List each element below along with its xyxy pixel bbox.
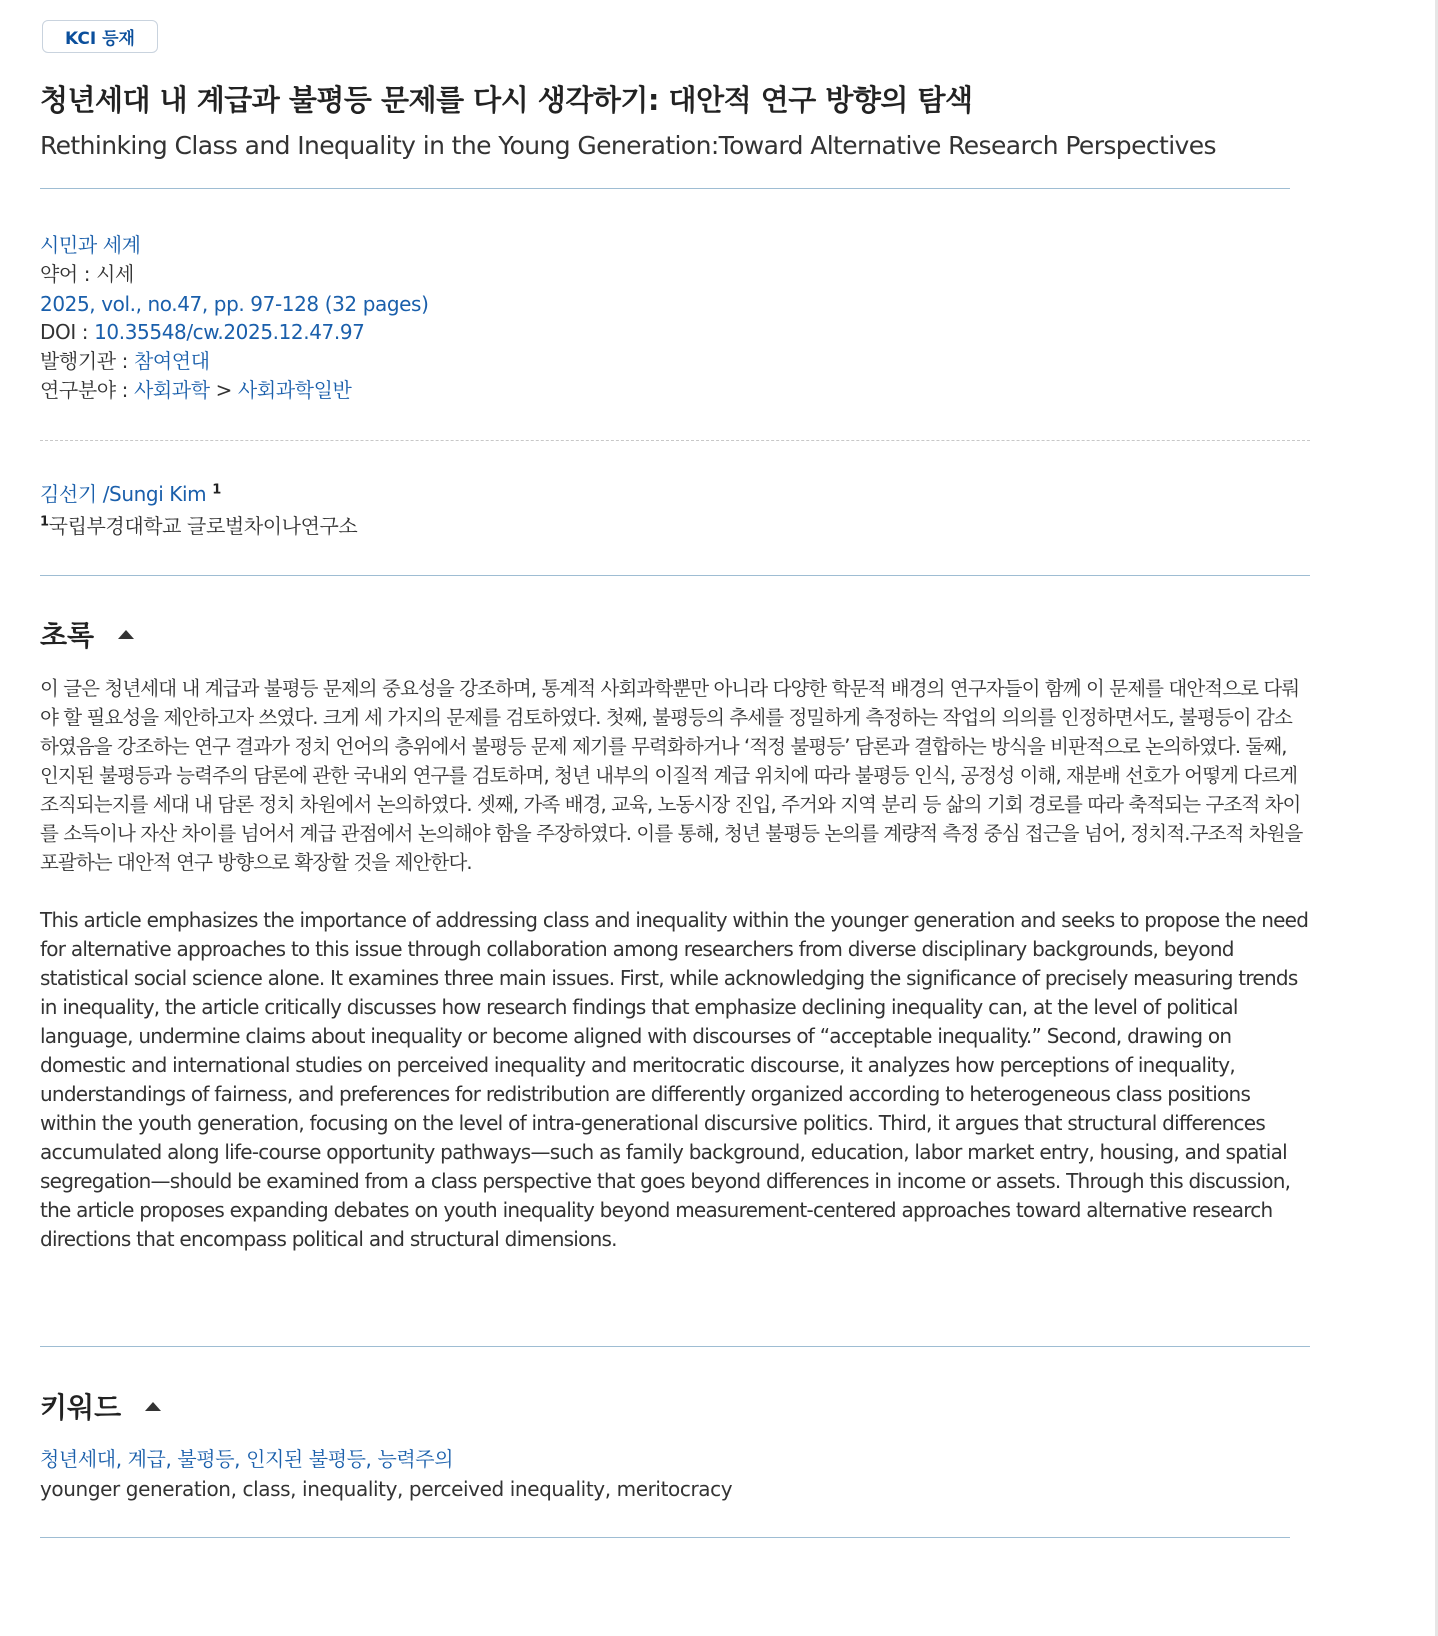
publisher-row — [40, 346, 210, 376]
dashed-divider — [40, 440, 1310, 441]
collapse-caret-icon[interactable] — [145, 1402, 161, 1411]
collapse-caret-icon[interactable] — [118, 630, 134, 639]
field-sub-link[interactable]: 사회과학일반 — [237, 378, 352, 402]
abstract-en-line: This article emphasizes the importance of addressing class and inequality within the younger generation and seeks to propose the need — [40, 908, 1309, 932]
author-affiliation — [40, 511, 357, 541]
author-superscript: 1 — [212, 482, 221, 498]
abstract-ko-line: 인지된 불평등과 능력주의 담론에 관한 국내외 연구를 검토하며, 청년 내부의 이질적 계급 위치에 따라 불평등 인식, 공정성 이해, 재분배 선호가 어떻게 다르게 — [40, 764, 1298, 787]
divider — [40, 575, 1310, 576]
abstract-en-line: within the youth generation, focusing on the level of intra-generational discursive politics. Third, it argues that structural differences — [40, 1111, 1266, 1135]
keywords-section-header — [40, 1386, 161, 1426]
keywords-heading: 키워드 — [40, 1391, 122, 1424]
kci-badge: KCI 등재 — [42, 20, 158, 53]
abbrev-value: 시세 — [96, 262, 134, 286]
affiliation-text: 국립부경대학교 글로벌차이나연구소 — [48, 514, 358, 538]
abstract-section-header — [40, 614, 134, 654]
abbrev-label: 약어 : — [40, 262, 97, 286]
abstract-en-line: for alternative approaches to this issue through collaboration among researchers from diverse disciplinary backgrounds, beyond — [40, 937, 1234, 961]
abstract-ko-line: 포괄하는 대안적 연구 방향으로 확장할 것을 제안한다. — [40, 851, 472, 874]
keyword-link[interactable]: 능력주의 — [377, 1447, 454, 1471]
keyword-link[interactable]: 불평등 — [177, 1447, 235, 1471]
abstract-en-line: directions that encompass political and structural dimensions. — [40, 1227, 617, 1251]
keyword-link[interactable]: 청년세대 — [40, 1447, 116, 1471]
journal-name-link[interactable]: 시민과 세계 — [40, 233, 141, 257]
abstract-heading: 초록 — [40, 619, 95, 652]
keyword-separator: , — [165, 1447, 178, 1471]
field-separator: > — [209, 378, 238, 402]
keywords-english: younger generation, class, inequality, perceived inequality, meritocracy — [40, 1477, 733, 1501]
field-row — [40, 375, 351, 405]
doi-row — [40, 317, 364, 347]
abstract-en-line: the article proposes expanding debates on youth inequality beyond measurement-centered approaches toward alternative research — [40, 1198, 1273, 1222]
journal-abbrev — [40, 259, 134, 289]
doi-link[interactable]: 10.35548/cw.2025.12.47.97 — [94, 320, 365, 344]
keyword-separator: , — [365, 1447, 378, 1471]
abstract-ko-line: 야 할 필요성을 제안하고자 쓰였다. 크게 세 가지의 문제를 검토하였다. 첫째, 불평등의 추세를 정밀하게 측정하는 작업의 의의를 인정하면서도, 불평등이 감소 — [40, 706, 1292, 729]
abstract-en-line: segregation—should be examined from a class perspective that goes beyond differences in income or assets. Through this discussion, — [40, 1169, 1291, 1193]
abstract-en-line: understandings of fairness, and preferences for redistribution are differently organized according to heterogeneous class positions — [40, 1082, 1251, 1106]
affiliation-superscript: 1 — [40, 514, 49, 530]
divider — [40, 1537, 1290, 1538]
field-label: 연구분야 : — [40, 378, 134, 402]
keyword-link[interactable]: 계급 — [127, 1447, 166, 1471]
abstract-english — [40, 906, 1330, 1254]
abstract-en-line: statistical social science alone. It examines three main issues. First, while acknowledging the significance of precisely measuring trends — [40, 966, 1298, 990]
author-name-link[interactable]: 김선기 /Sungi Kim — [40, 482, 207, 506]
author-row — [40, 479, 221, 509]
abstract-ko-line: 조직되는지를 세대 내 담론 정치 차원에서 논의하였다. 셋째, 가족 배경, 교육, 노동시장 진입, 주거와 지역 분리 등 삶의 기회 경로를 따라 축적되는 구조적 차이 — [40, 793, 1301, 816]
keyword-link[interactable]: 인지된 불평등 — [246, 1447, 366, 1471]
keyword-separator: , — [234, 1447, 247, 1471]
abstract-ko-line: 하였음을 강조하는 연구 결과가 정치 언어의 층위에서 불평등 문제 제기를 무력화하거나 ‘적정 불평등’ 담론과 결합하는 방식을 비판적으로 논의하였다. 둘째, — [40, 735, 1287, 758]
abstract-en-line: accumulated along life-course opportunity pathways—such as family background, education, labor market entry, housing, and spatial — [40, 1140, 1287, 1164]
doi-label: DOI : — [40, 320, 95, 344]
publisher-label: 발행기관 : — [40, 349, 134, 373]
field-main-link[interactable]: 사회과학 — [133, 378, 210, 402]
keywords-korean — [40, 1444, 453, 1474]
issue-link[interactable]: 2025, vol., no.47, pp. 97-128 (32 pages) — [40, 292, 429, 316]
abstract-korean — [40, 674, 1330, 877]
abstract-ko-line: 를 소득이나 자산 차이를 넘어서 계급 관점에서 논의해야 함을 주장하였다. 이를 통해, 청년 불평등 논의를 계량적 측정 중심 접근을 넘어, 정치적.구조적 차원을 — [40, 822, 1303, 845]
divider — [40, 188, 1290, 189]
keyword-separator: , — [115, 1447, 128, 1471]
abstract-en-line: domestic and international studies on perceived inequality and meritocratic discourse, it analyzes how perceptions of inequality, — [40, 1053, 1235, 1077]
article-title-korean: 청년세대 내 계급과 불평등 문제를 다시 생각하기: 대안적 연구 방향의 탐색 — [40, 83, 973, 117]
publisher-link[interactable]: 참여연대 — [133, 349, 210, 373]
article-title-english: Rethinking Class and Inequality in the Young Generation:Toward Alternative Research Perspectives — [40, 131, 1216, 160]
divider — [40, 1346, 1310, 1347]
abstract-en-line: in inequality, the article critically discusses how research findings that emphasize declining inequality can, at the level of political — [40, 995, 1238, 1019]
abstract-en-line: language, undermine claims about inequality or become aligned with discourses of “acceptable inequality.” Second, drawing on — [40, 1024, 1232, 1048]
abstract-ko-line: 이 글은 청년세대 내 계급과 불평등 문제의 중요성을 강조하며, 통계적 사회과학뿐만 아니라 다양한 학문적 배경의 연구자들이 함께 이 문제를 대안적으로 다뤄 — [40, 677, 1300, 700]
